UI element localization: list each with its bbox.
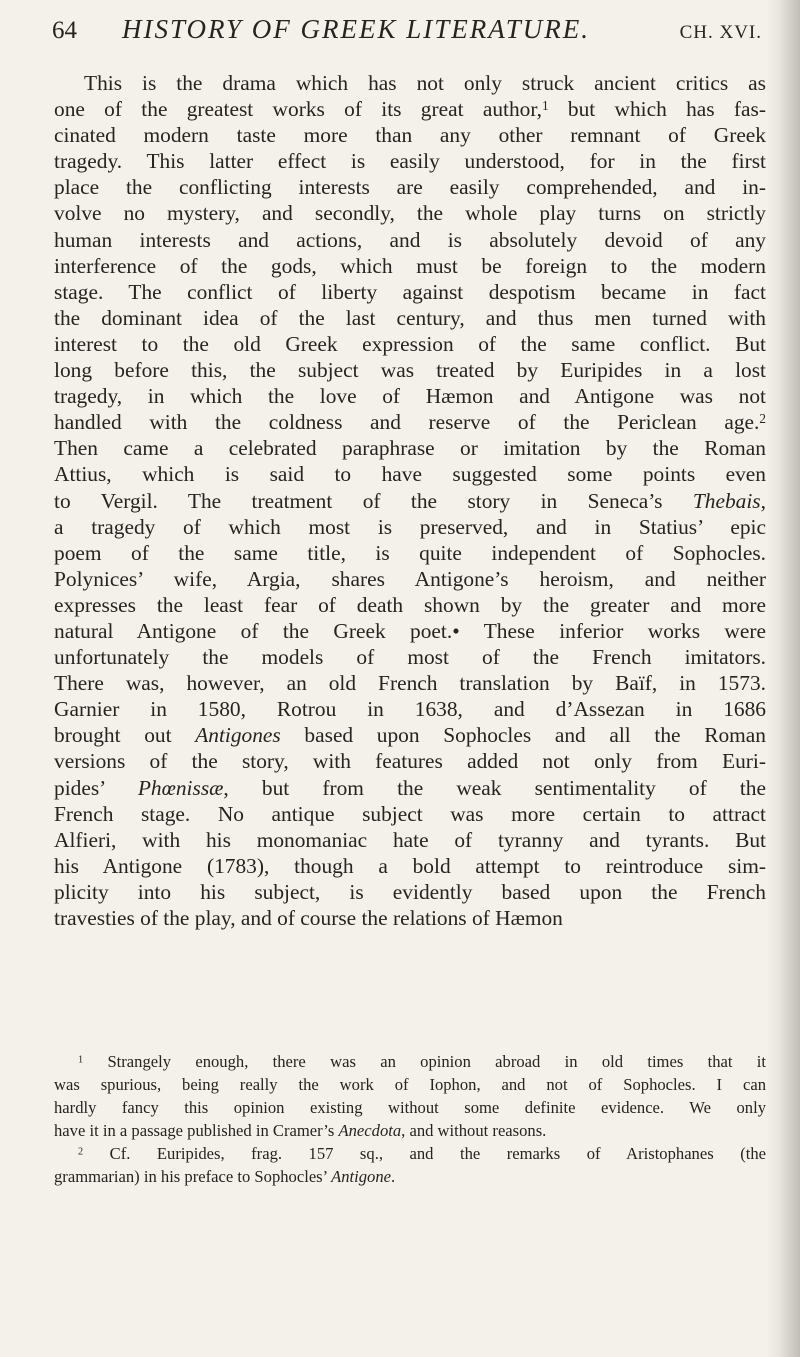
- footnote-line: [54, 1073, 766, 1096]
- italic-title: Phœnissæ: [137, 775, 224, 800]
- text-run: volve no mystery, and secondly, the whole play turns on strictly: [54, 201, 766, 226]
- text-run: , and without reasons.: [401, 1121, 547, 1140]
- text-run: his Antigone (1783), though a bold attempt to reintroduce sim-: [54, 853, 766, 878]
- text-run: Polynices’ wife, Argia, shares Antigone’s heroism, and neither: [54, 566, 766, 591]
- text-run: poem of the same title, is quite independent of Sophocles.: [54, 540, 766, 565]
- text-line: [54, 409, 766, 435]
- text-run: but which has fas-: [548, 97, 766, 122]
- text-run: plicity into his subject, is evidently based upon the French: [54, 879, 766, 904]
- text-line: [54, 618, 766, 644]
- text-run: interference of the gods, which must be foreign to the modern: [54, 253, 766, 278]
- footnotes: [54, 1050, 766, 1188]
- text-run: natural Antigone of the Greek poet.• These inferior works were: [54, 618, 766, 643]
- chapter-reference: CH. XVI.: [679, 22, 762, 43]
- text-line: [54, 801, 766, 827]
- text-run: to Vergil. The treatment of the story in Seneca’s: [54, 488, 693, 513]
- text-line: [54, 592, 766, 618]
- text-run: This is the drama which has not only struck ancient critics as: [84, 71, 766, 95]
- italic-title: Anecdota: [338, 1121, 402, 1140]
- text-run: Alfieri, with his monomaniac hate of tyranny and tyrants. But: [54, 827, 766, 852]
- text-run: unfortunately the models of most of the French imitators.: [54, 645, 766, 670]
- text-run: a tragedy of which most is preserved, and in Statius’ epic: [54, 514, 766, 539]
- text-line: [54, 305, 766, 331]
- page-number: 64: [52, 17, 77, 44]
- text-run: Then came a celebrated paraphrase or imitation by the Roman: [54, 436, 766, 461]
- text-line: [54, 722, 766, 748]
- text-line: [54, 227, 766, 253]
- text-run: Cf. Euripides, frag. 157 sq., and the remarks of Aristophanes (the: [83, 1144, 766, 1163]
- text-run: tragedy. This latter effect is easily understood, for in the first: [54, 149, 766, 174]
- text-line: [54, 566, 766, 592]
- text-line: [54, 461, 766, 487]
- text-line: [54, 122, 766, 148]
- text-run: stage. The conflict of liberty against despotism became in fact: [54, 279, 766, 304]
- text-line: [54, 383, 766, 409]
- footnote-line: [54, 1096, 766, 1119]
- body-paragraph: [54, 70, 766, 931]
- text-line: [54, 514, 766, 540]
- text-line: [54, 174, 766, 200]
- footnote-line: [54, 1119, 766, 1142]
- text-run: the dominant idea of the last century, and thus men turned with: [54, 305, 766, 330]
- text-line: [54, 200, 766, 226]
- text-run: Strangely enough, there was an opinion abroad in old times that it: [83, 1052, 766, 1071]
- text-run: expresses the least fear of death shown by the greater and more: [54, 592, 766, 617]
- text-run: hardly fancy this opinion existing without some definite evidence. We only: [54, 1098, 766, 1117]
- text-run: tragedy, in which the love of Hæmon and Antigone was not: [54, 384, 766, 409]
- footnote-marker: 1: [78, 1054, 84, 1066]
- text-line: [54, 540, 766, 566]
- text-run: .: [391, 1167, 396, 1186]
- text-line: [54, 696, 766, 722]
- footnote-marker: 1: [541, 98, 549, 114]
- running-head: [52, 14, 762, 54]
- text-line: [54, 331, 766, 357]
- text-line: [54, 96, 766, 122]
- footnote-line: [54, 1050, 766, 1073]
- text-run: interest to the old Greek expression of the same conflict. But: [54, 331, 766, 356]
- text-run: Attius, which is said to have suggested some points even: [54, 462, 766, 487]
- text-line: [54, 670, 766, 696]
- text-run: place the conflicting interests are easily comprehended, and in-: [54, 175, 766, 200]
- text-run: brought out: [54, 723, 196, 748]
- text-run: Garnier in 1580, Rotrou in 1638, and d’Assezan in 1686: [54, 697, 766, 722]
- text-run: human interests and actions, and is absolutely devoid of any: [54, 227, 766, 252]
- text-line: [54, 775, 766, 801]
- text-run: was spurious, being really the work of Iophon, and not of Sophocles. I can: [54, 1075, 766, 1094]
- text-run: have it in a passage published in Cramer’s: [54, 1121, 339, 1140]
- footnote-marker: 2: [759, 411, 766, 427]
- text-line: [54, 435, 766, 461]
- footnote-line: [54, 1142, 766, 1165]
- text-line: [54, 748, 766, 774]
- italic-title: Antigones: [195, 723, 281, 748]
- italic-title: Thebais: [692, 488, 761, 513]
- text-line: [54, 253, 766, 279]
- text-run: ,: [760, 488, 766, 513]
- text-run: cinated modern taste more than any other remnant of Greek: [54, 123, 766, 148]
- text-line: [54, 905, 766, 931]
- text-run: pides’: [54, 775, 138, 800]
- text-run: handled with the coldness and reserve of the Periclean age.: [54, 410, 760, 435]
- text-run: long before this, the subject was treated by Euripides in a lost: [54, 358, 766, 383]
- text-line: [54, 644, 766, 670]
- text-line: [54, 148, 766, 174]
- footnote-marker: 2: [78, 1146, 84, 1158]
- text-run: travesties of the play, and of course the relations of Hæmon: [54, 906, 563, 930]
- footnote-line: [54, 1165, 766, 1188]
- text-line: [54, 488, 766, 514]
- italic-title: Antigone: [331, 1167, 391, 1186]
- running-title: HISTORY OF GREEK LITERATURE.: [122, 14, 591, 44]
- text-run: There was, however, an old French translation by Baïf, in 1573.: [54, 671, 766, 696]
- text-line: [54, 827, 766, 853]
- text-run: versions of the story, with features added not only from Euri-: [54, 749, 766, 774]
- text-line: [54, 279, 766, 305]
- text-run: one of the greatest works of its great author,: [54, 97, 542, 122]
- text-line: [54, 879, 766, 905]
- text-run: based upon Sophocles and all the Roman: [280, 723, 766, 748]
- text-line: [54, 70, 766, 96]
- text-line: [54, 357, 766, 383]
- text-run: French stage. No antique subject was more certain to attract: [54, 801, 766, 826]
- page-edge-shadow: [766, 0, 800, 1357]
- text-run: grammarian) in his preface to Sophocles’: [54, 1167, 332, 1186]
- text-run: , but from the weak sentimentality of the: [223, 775, 766, 800]
- text-line: [54, 853, 766, 879]
